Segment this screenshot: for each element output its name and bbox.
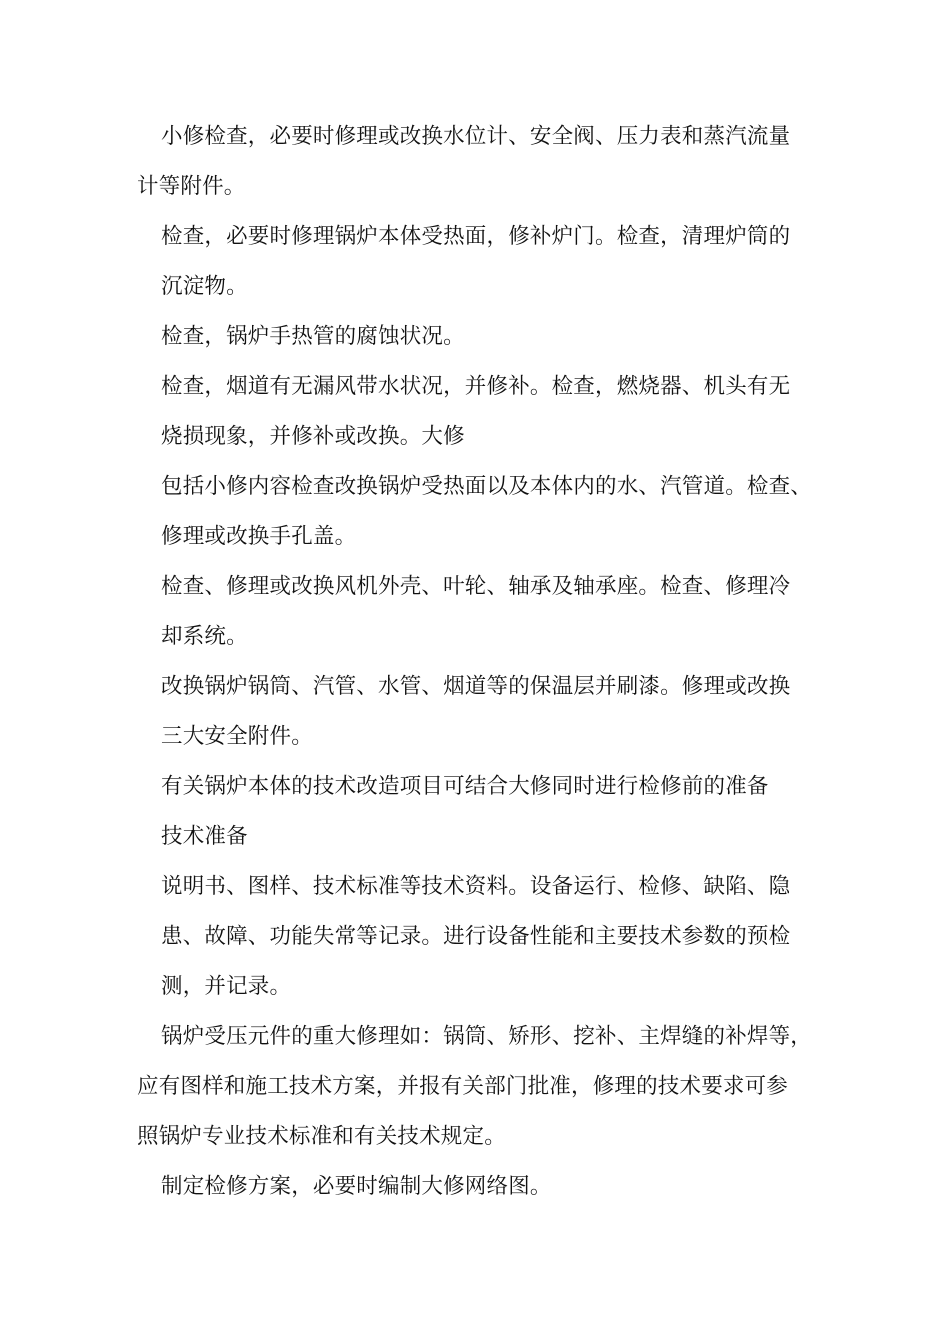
text-line-8: 包括小修内容检查改换锅炉受热面以及本体内的水、汽管道。检查、 xyxy=(161,474,813,499)
text-line-13: 三大安全附件。 xyxy=(161,724,313,749)
text-line-18: 测，并记录。 xyxy=(161,974,292,999)
text-line-3: 检查，必要时修理锅炉本体受热面，修补炉门。检查，清理炉筒的 xyxy=(161,224,791,249)
text-line-22: 制定检修方案，必要时编制大修网络图。 xyxy=(161,1174,552,1199)
text-line-2: 计等附件。 xyxy=(137,174,246,199)
text-line-17: 患、故障、功能失常等记录。进行设备性能和主要技术参数的预检 xyxy=(161,924,791,949)
text-line-5: 检查，锅炉手热管的腐蚀状况。 xyxy=(161,324,465,349)
text-line-7: 烧损现象，并修补或改换。大修 xyxy=(161,424,465,449)
text-line-15: 技术准备 xyxy=(161,824,248,849)
text-line-12: 改换锅炉锅筒、汽管、水管、烟道等的保温层并刷漆。修理或改换 xyxy=(161,674,791,699)
text-line-19: 锅炉受压元件的重大修理如：锅筒、矫形、挖补、主焊缝的补焊等， xyxy=(161,1024,813,1049)
text-line-21: 照锅炉专业技术标准和有关技术规定。 xyxy=(137,1124,506,1149)
text-line-9: 修理或改换手孔盖。 xyxy=(161,524,357,549)
text-line-11: 却系统。 xyxy=(161,624,248,649)
text-line-10: 检查、修理或改换风机外壳、叶轮、轴承及轴承座。检查、修理冷 xyxy=(161,574,791,599)
text-line-20: 应有图样和施工技术方案，并报有关部门批准，修理的技术要求可参 xyxy=(137,1074,789,1099)
text-line-6: 检查，烟道有无漏风带水状况，并修补。检查，燃烧器、机头有无 xyxy=(161,374,791,399)
text-line-14: 有关锅炉本体的技术改造项目可结合大修同时进行检修前的准备 xyxy=(161,774,769,799)
text-line-16: 说明书、图样、技术标准等技术资料。设备运行、检修、缺陷、隐 xyxy=(161,874,791,899)
text-line-4: 沉淀物。 xyxy=(161,274,248,299)
text-line-1: 小修检查，必要时修理或改换水位计、安全阀、压力表和蒸汽流量 xyxy=(161,124,791,149)
